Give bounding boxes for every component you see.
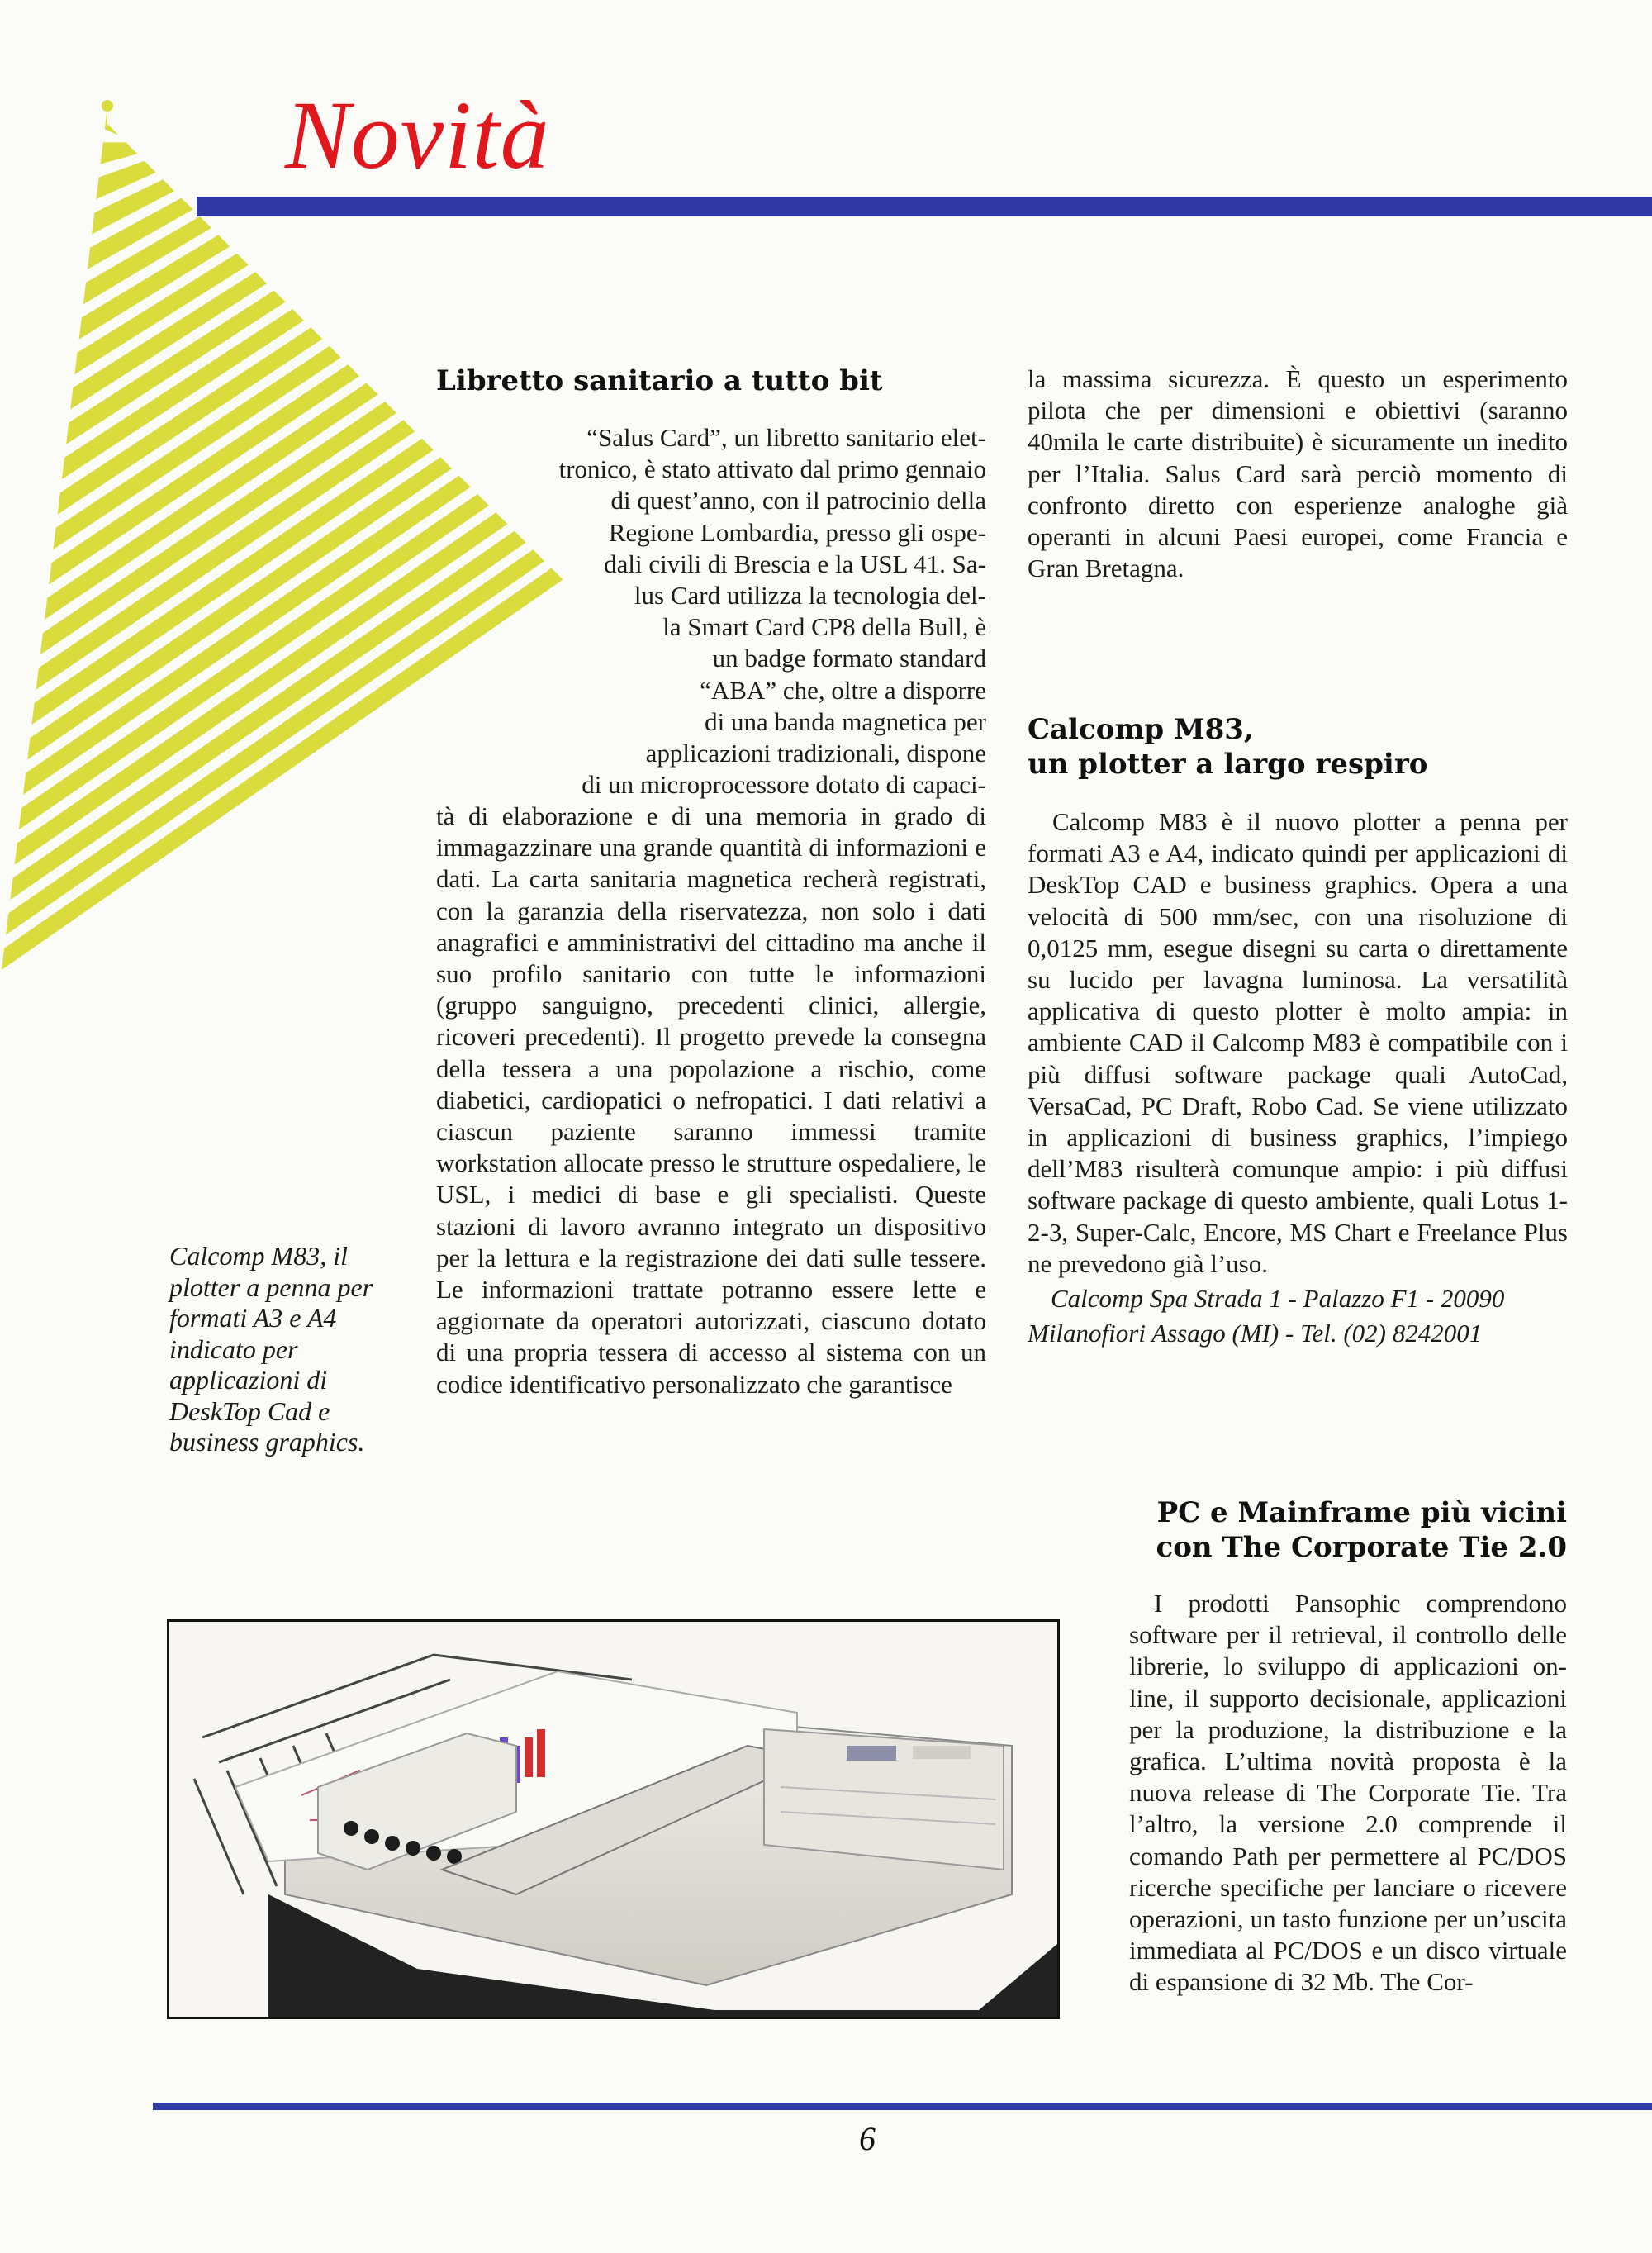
article-body-line: Regione Lombardia, presso gli ospe- (608, 517, 986, 547)
article-heading-line2: con The Corporate Tie 2.0 (1156, 1531, 1567, 1564)
pyramid-apex-dot (102, 100, 113, 112)
article-corporate-tie (1129, 1495, 1567, 1999)
article-body-line: di una banda magnetica per (705, 706, 986, 736)
article-heading (1129, 1495, 1567, 1565)
article-salus-card-intro (436, 422, 986, 801)
article-body-line: “Salus Card”, un libretto sanitario elet- (586, 423, 986, 452)
article-heading: Libretto sanitario a tutto bit (436, 364, 883, 397)
article-heading-line1: PC e Mainframe più vicini (1156, 1496, 1567, 1529)
article-body-line: dali civili di Brescia e la USL 41. Sa- (604, 549, 986, 578)
article-heading-line2: un plotter a largo respiro (1028, 748, 1428, 781)
article-body-continuation: la massima sicurezza. È questo un esperimento pilota che per dimensioni e obiettivi (saranno 40mila le carte distribuite) è sicuramente un inedito per l’Italia. Salus Card sarà perciò momento di confronto diretto con esperienze analoghe già operanti in alcuni Paesi europei, come Francia e Gran Bretagna. (1028, 364, 1568, 583)
header-rule (197, 197, 1652, 216)
page-number: 6 (859, 2120, 876, 2157)
page-title: Novità (285, 81, 550, 189)
plotter-illustration (169, 1622, 1057, 2017)
plotter-photo (167, 1619, 1060, 2019)
article-salus-card-continuation (1028, 364, 1568, 584)
article-body-line: “ABA” che, oltre a disporre (700, 675, 986, 705)
company-address-line1: Calcomp Spa Strada 1 - Palazzo F1 - 20090 (1051, 1284, 1505, 1314)
article-body-line: di quest’anno, con il patrocinio della (610, 486, 986, 516)
article-body-line: un badge formato standard (712, 644, 986, 673)
article-calcomp (1028, 712, 1568, 1351)
article-salus-card (436, 364, 990, 398)
article-heading (1028, 712, 1568, 782)
article-body: tà di elaborazione e di una memoria in grado di immagazzinare una grande quantità di informazioni e dati. La carta sanitaria magnetica recherà registrati, con la garanzia della riservatezza, non solo i dati anagrafici e amministrativi del cittadino ma anche il suo profilo sanitario con tutte le informazioni (gruppo sanguigno, precedenti clinici, allergie, ricoveri precedenti). Il progetto prevede la consegna della tessera a una popolazione a rischio, come diabetici, cardiopatici o nefropatici. I dati relativi a ciascun paziente saranno immessi tramite workstation allocate presso le strutture ospedaliere, le USL, i medici di base e gli specialisti. Queste stazioni di lavoro avranno integrato un dispositivo per la lettura e la registrazione dei dati sulle tessere. Le informazioni trattate potranno essere lette e aggiornate da operatori autorizzati, ciascuno dotato di una propria tessera di accesso al sistema con un codice identificativo personalizzato che garantisce (436, 801, 986, 1399)
photo-caption: Calcomp M83, il plotter a penna per formati A3 e A4 indicato per applicazioni di DeskTop Cad e business graphics. (169, 1241, 373, 1457)
article-body-line: applicazioni tradizionali, dispone (645, 739, 986, 768)
article-body: I prodotti Pansophic comprendono software per il retrieval, il controllo delle librerie, lo sviluppo di applicazioni on-line, il supporto decisionale, applicazioni per la produzione, la distribuzione e la grafica. L’ultima novità proposta è la nuova release di The Corporate Tie. Tra l’altro, la versione 2.0 comprende il comando Path per permettere al PC/DOS ricerche specifiche per lanciare o ricevere operazioni, un tasto funzione per un’uscita immediata al PC/DOS e un disco virtuale di espansione di 32 Mb. The Cor- (1129, 1589, 1567, 1997)
article-body-line: lus Card utilizza la tecnologia del- (634, 581, 986, 611)
pyramid-stripe (105, 107, 119, 135)
footer-rule (153, 2103, 1652, 2110)
pyramid-stripe (101, 142, 138, 164)
company-address-line2: Milanofiori Assago (MI) - Tel. (02) 8242001 (1028, 1319, 1483, 1348)
article-salus-card-body (436, 801, 986, 1400)
article-heading-line1: Calcomp M83, (1028, 713, 1254, 746)
article-body-line: tronico, è stato attivato dal primo gennaio (558, 454, 986, 484)
article-body-line: la Smart Card CP8 della Bull, è (662, 612, 986, 642)
article-body-line: di un microprocessore dotato di capaci- (582, 770, 986, 800)
article-body: Calcomp M83 è il nuovo plotter a penna per formati A3 e A4, indicato quindi per applicazioni di DeskTop CAD e business graphics. Opera a una velocità di 500 mm/sec, con una risoluzione di 0,0125 mm, esegue disegni su carta o direttamente su lucido per lavagna luminosa. La versatilità applicativa di questo plotter è molto ampia: in ambiente CAD il Calcomp M83 è compatibile con i più diffusi software package quali AutoCad, VersaCad, PC Draft, Robo Cad. Se viene utilizzato in applicazioni di business graphics, l’impiego dell’M83 risulterà comunque ampio: i più diffusi software package di questo ambiente, quali Lotus 1-2-3, Super-Calc, Encore, MS Chart e Freelance Plus ne prevedono già l’uso. (1028, 807, 1568, 1278)
